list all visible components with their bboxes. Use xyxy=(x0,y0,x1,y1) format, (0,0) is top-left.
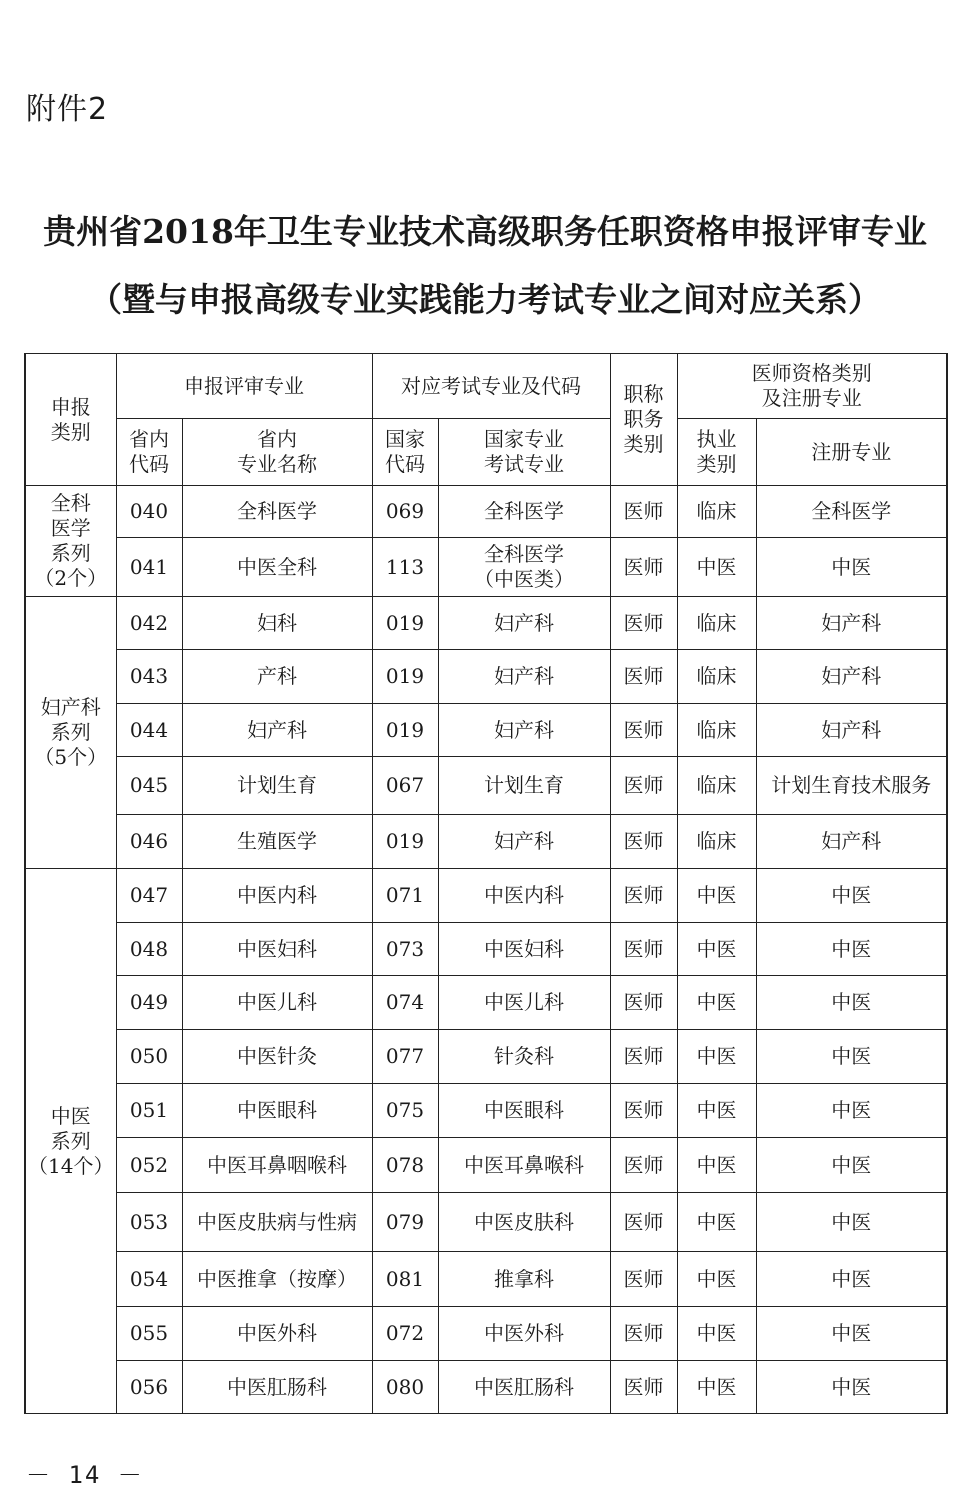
practice-type-cell: 中医 xyxy=(677,1307,756,1361)
prov-code-cell: 047 xyxy=(116,869,182,923)
nat-exam-line: 中医皮肤科 xyxy=(474,1209,574,1234)
nat-exam-cell xyxy=(438,486,610,538)
table-row xyxy=(25,538,947,597)
header-prov-name-line1: 省内 xyxy=(257,427,297,451)
table-row xyxy=(25,1193,947,1252)
title-type-cell: 医师 xyxy=(610,1361,677,1414)
prov-code-cell: 043 xyxy=(116,650,182,704)
prov-code-cell: 052 xyxy=(116,1138,182,1193)
nat-code-cell: 075 xyxy=(372,1084,438,1138)
nat-code-cell: 019 xyxy=(372,650,438,704)
practice-type-cell: 中医 xyxy=(677,923,756,976)
table-row xyxy=(25,486,947,538)
nat-exam-cell xyxy=(438,1361,610,1414)
reg-major-cell: 中医 xyxy=(756,869,947,923)
nat-exam-cell xyxy=(438,757,610,815)
header-nat-code xyxy=(372,419,438,486)
title-type-cell: 医师 xyxy=(610,1193,677,1252)
header-category xyxy=(25,354,116,486)
category-group-label-line: 中医 xyxy=(50,1103,91,1128)
header-title-type xyxy=(610,354,677,486)
title-type-cell: 医师 xyxy=(610,1030,677,1084)
table-row xyxy=(25,815,947,869)
nat-code-cell: 072 xyxy=(372,1307,438,1361)
prov-code-cell: 044 xyxy=(116,704,182,757)
reg-major-cell: 中医 xyxy=(756,1307,947,1361)
title-type-cell: 医师 xyxy=(610,704,677,757)
table-row xyxy=(25,1030,947,1084)
nat-exam-line: 妇产科 xyxy=(494,610,554,635)
prov-code-cell: 045 xyxy=(116,757,182,815)
prov-code-cell: 050 xyxy=(116,1030,182,1084)
specialty-table xyxy=(24,353,948,1414)
header-nat-code-line2: 代码 xyxy=(385,452,425,476)
reg-major-cell: 中医 xyxy=(756,1030,947,1084)
practice-type-cell: 临床 xyxy=(677,597,756,650)
title-type-cell: 医师 xyxy=(610,976,677,1030)
nat-code-cell: 067 xyxy=(372,757,438,815)
table-row xyxy=(25,1361,947,1414)
title-type-cell: 医师 xyxy=(610,597,677,650)
nat-code-cell: 069 xyxy=(372,486,438,538)
reg-major-cell: 妇产科 xyxy=(756,815,947,869)
prov-name-cell: 产科 xyxy=(182,650,372,704)
title-type-cell: 医师 xyxy=(610,650,677,704)
reg-major-cell: 中医 xyxy=(756,1084,947,1138)
category-group-label-line: （14个） xyxy=(28,1153,114,1178)
prov-name-cell: 中医推拿（按摩） xyxy=(182,1252,372,1307)
prov-name-cell: 中医外科 xyxy=(182,1307,372,1361)
header-row-top xyxy=(25,354,947,419)
header-prov-code-line1: 省内 xyxy=(129,427,169,451)
nat-exam-cell xyxy=(438,1193,610,1252)
table-row xyxy=(25,869,947,923)
reg-major-cell: 中医 xyxy=(756,1252,947,1307)
nat-exam-line: 中医肛肠科 xyxy=(474,1374,574,1399)
prov-name-cell: 中医儿科 xyxy=(182,976,372,1030)
title-type-cell: 医师 xyxy=(610,757,677,815)
table-row xyxy=(25,1084,947,1138)
header-reg-major: 注册专业 xyxy=(756,419,947,486)
nat-exam-line: 中医耳鼻喉科 xyxy=(464,1152,584,1177)
category-group-label-line: 系列 xyxy=(50,1128,91,1153)
header-exam-major: 对应考试专业及代码 xyxy=(372,354,610,419)
category-group-label-line: （2个） xyxy=(34,566,108,590)
nat-exam-line: 中医眼科 xyxy=(484,1098,564,1122)
prov-code-cell: 051 xyxy=(116,1084,182,1138)
practice-type-cell: 中医 xyxy=(677,1138,756,1193)
prov-code-cell: 042 xyxy=(116,597,182,650)
header-nat-exam-line2: 考试专业 xyxy=(484,452,564,476)
prov-code-cell: 040 xyxy=(116,486,182,538)
reg-major-cell: 中医 xyxy=(756,1138,947,1193)
title-type-cell: 医师 xyxy=(610,869,677,923)
reg-major-cell: 中医 xyxy=(756,1361,947,1414)
practice-type-cell: 临床 xyxy=(677,650,756,704)
title-type-cell: 医师 xyxy=(610,486,677,538)
prov-code-cell: 046 xyxy=(116,815,182,869)
header-practice-type-line2: 类别 xyxy=(696,452,737,476)
header-category-line2: 类别 xyxy=(50,419,91,444)
header-physician-qual-line1: 医师资格类别 xyxy=(751,361,872,385)
prov-code-cell: 049 xyxy=(116,976,182,1030)
page-number: － 14 － xyxy=(26,1461,144,1489)
reg-major-cell: 中医 xyxy=(756,976,947,1030)
category-group-label-line: 妇产科 xyxy=(40,695,101,719)
title-type-cell: 医师 xyxy=(610,1307,677,1361)
table-row xyxy=(25,923,947,976)
page-title: 贵州省2018年卫生专业技术高级职务任职资格申报评审专业 xyxy=(43,212,927,251)
nat-code-cell: 019 xyxy=(372,597,438,650)
title-type-cell: 医师 xyxy=(610,1084,677,1138)
header-prov-code xyxy=(116,419,182,486)
nat-exam-line: （中医类） xyxy=(474,567,574,591)
title-type-cell: 医师 xyxy=(610,815,677,869)
prov-name-cell: 中医眼科 xyxy=(182,1084,372,1138)
reg-major-cell: 全科医学 xyxy=(756,486,947,538)
prov-name-cell: 计划生育 xyxy=(182,757,372,815)
prov-name-cell: 中医肛肠科 xyxy=(182,1361,372,1414)
nat-exam-line: 中医儿科 xyxy=(484,990,564,1014)
header-title-type-line3: 类别 xyxy=(623,432,664,456)
nat-code-cell: 074 xyxy=(372,976,438,1030)
nat-exam-cell xyxy=(438,923,610,976)
table-row xyxy=(25,704,947,757)
prov-code-cell: 055 xyxy=(116,1307,182,1361)
category-group-label-line: 系列 xyxy=(50,720,91,744)
nat-exam-line: 中医外科 xyxy=(484,1321,564,1345)
header-category-line1: 申报 xyxy=(50,394,91,419)
practice-type-cell: 中医 xyxy=(677,1030,756,1084)
header-title-type-line2: 职务 xyxy=(623,407,664,431)
prov-name-cell: 中医全科 xyxy=(182,538,372,597)
nat-exam-cell xyxy=(438,1252,610,1307)
category-group-cell xyxy=(25,597,116,869)
header-prov-name xyxy=(182,419,372,486)
nat-exam-line: 全科医学 xyxy=(484,542,564,566)
category-group-label-line: 医学 xyxy=(50,516,91,540)
prov-name-cell: 中医内科 xyxy=(182,869,372,923)
nat-exam-line: 计划生育 xyxy=(484,773,564,797)
nat-code-cell: 081 xyxy=(372,1252,438,1307)
header-physician-qual-line2: 及注册专业 xyxy=(761,386,862,410)
table-row xyxy=(25,1307,947,1361)
nat-exam-cell xyxy=(438,1307,610,1361)
prov-name-cell: 中医皮肤病与性病 xyxy=(182,1193,372,1252)
nat-code-cell: 071 xyxy=(372,869,438,923)
reg-major-cell: 中医 xyxy=(756,1193,947,1252)
table-body xyxy=(25,486,947,1414)
page-subtitle: （暨与申报高级专业实践能力考试专业之间对应关系） xyxy=(89,280,881,319)
nat-exam-line: 推拿科 xyxy=(494,1266,554,1291)
nat-exam-cell xyxy=(438,597,610,650)
header-title-type-line1: 职称 xyxy=(623,382,664,406)
practice-type-cell: 中医 xyxy=(677,1193,756,1252)
practice-type-cell: 中医 xyxy=(677,538,756,597)
prov-name-cell: 中医妇科 xyxy=(182,923,372,976)
prov-code-cell: 056 xyxy=(116,1361,182,1414)
nat-exam-cell xyxy=(438,869,610,923)
prov-name-cell: 中医耳鼻咽喉科 xyxy=(182,1138,372,1193)
header-nat-code-line1: 国家 xyxy=(385,427,425,451)
nat-code-cell: 080 xyxy=(372,1361,438,1414)
nat-code-cell: 078 xyxy=(372,1138,438,1193)
practice-type-cell: 临床 xyxy=(677,757,756,815)
title-type-cell: 医师 xyxy=(610,923,677,976)
reg-major-cell: 中医 xyxy=(756,923,947,976)
header-practice-type-line1: 执业 xyxy=(696,427,737,451)
table-row xyxy=(25,597,947,650)
nat-exam-line: 全科医学 xyxy=(484,499,564,523)
practice-type-cell: 临床 xyxy=(677,704,756,757)
nat-exam-cell xyxy=(438,650,610,704)
header-nat-exam-line1: 国家专业 xyxy=(484,427,564,451)
nat-code-cell: 073 xyxy=(372,923,438,976)
nat-exam-cell xyxy=(438,1030,610,1084)
prov-name-cell: 生殖医学 xyxy=(182,815,372,869)
prov-name-cell: 妇产科 xyxy=(182,704,372,757)
table-row xyxy=(25,1138,947,1193)
reg-major-cell: 妇产科 xyxy=(756,704,947,757)
nat-code-cell: 019 xyxy=(372,815,438,869)
nat-exam-line: 妇产科 xyxy=(494,829,554,853)
nat-code-cell: 077 xyxy=(372,1030,438,1084)
category-group-cell xyxy=(25,486,116,597)
header-prov-name-line2: 专业名称 xyxy=(237,452,317,476)
category-group-cell xyxy=(25,869,116,1414)
header-row-sub xyxy=(25,419,947,486)
prov-code-cell: 053 xyxy=(116,1193,182,1252)
nat-exam-line: 针灸科 xyxy=(494,1044,554,1068)
nat-exam-line: 中医内科 xyxy=(484,883,564,907)
prov-code-cell: 041 xyxy=(116,538,182,597)
header-physician-qual xyxy=(677,354,947,419)
prov-code-cell: 054 xyxy=(116,1252,182,1307)
attachment-label: 附件2 xyxy=(26,92,109,127)
table-row xyxy=(25,1252,947,1307)
table-row xyxy=(25,757,947,815)
prov-name-cell: 妇科 xyxy=(182,597,372,650)
title-type-cell: 医师 xyxy=(610,1252,677,1307)
practice-type-cell: 中医 xyxy=(677,976,756,1030)
reg-major-cell: 中医 xyxy=(756,538,947,597)
category-group-label-line: 全科 xyxy=(50,491,91,515)
prov-code-cell: 048 xyxy=(116,923,182,976)
practice-type-cell: 中医 xyxy=(677,869,756,923)
reg-major-cell: 妇产科 xyxy=(756,650,947,704)
practice-type-cell: 中医 xyxy=(677,1252,756,1307)
practice-type-cell: 临床 xyxy=(677,486,756,538)
nat-exam-cell xyxy=(438,1084,610,1138)
nat-exam-cell xyxy=(438,815,610,869)
practice-type-cell: 中医 xyxy=(677,1361,756,1414)
header-prov-code-line2: 代码 xyxy=(129,452,169,476)
nat-exam-line: 妇产科 xyxy=(494,717,554,742)
category-group-label-line: 系列 xyxy=(50,541,91,565)
nat-exam-line: 中医妇科 xyxy=(484,936,564,961)
reg-major-cell: 计划生育技术服务 xyxy=(756,757,947,815)
table-row xyxy=(25,650,947,704)
prov-name-cell: 全科医学 xyxy=(182,486,372,538)
header-nat-exam xyxy=(438,419,610,486)
nat-exam-cell xyxy=(438,976,610,1030)
nat-exam-line: 妇产科 xyxy=(494,664,554,688)
nat-code-cell: 113 xyxy=(372,538,438,597)
prov-name-cell: 中医针灸 xyxy=(182,1030,372,1084)
nat-exam-cell xyxy=(438,1138,610,1193)
table-row xyxy=(25,976,947,1030)
header-review-major: 申报评审专业 xyxy=(116,354,372,419)
header-practice-type xyxy=(677,419,756,486)
title-type-cell: 医师 xyxy=(610,1138,677,1193)
nat-code-cell: 019 xyxy=(372,704,438,757)
nat-code-cell: 079 xyxy=(372,1193,438,1252)
practice-type-cell: 临床 xyxy=(677,815,756,869)
category-group-label-line: （5个） xyxy=(34,745,108,769)
practice-type-cell: 中医 xyxy=(677,1084,756,1138)
reg-major-cell: 妇产科 xyxy=(756,597,947,650)
nat-exam-cell xyxy=(438,538,610,597)
title-type-cell: 医师 xyxy=(610,538,677,597)
nat-exam-cell xyxy=(438,704,610,757)
